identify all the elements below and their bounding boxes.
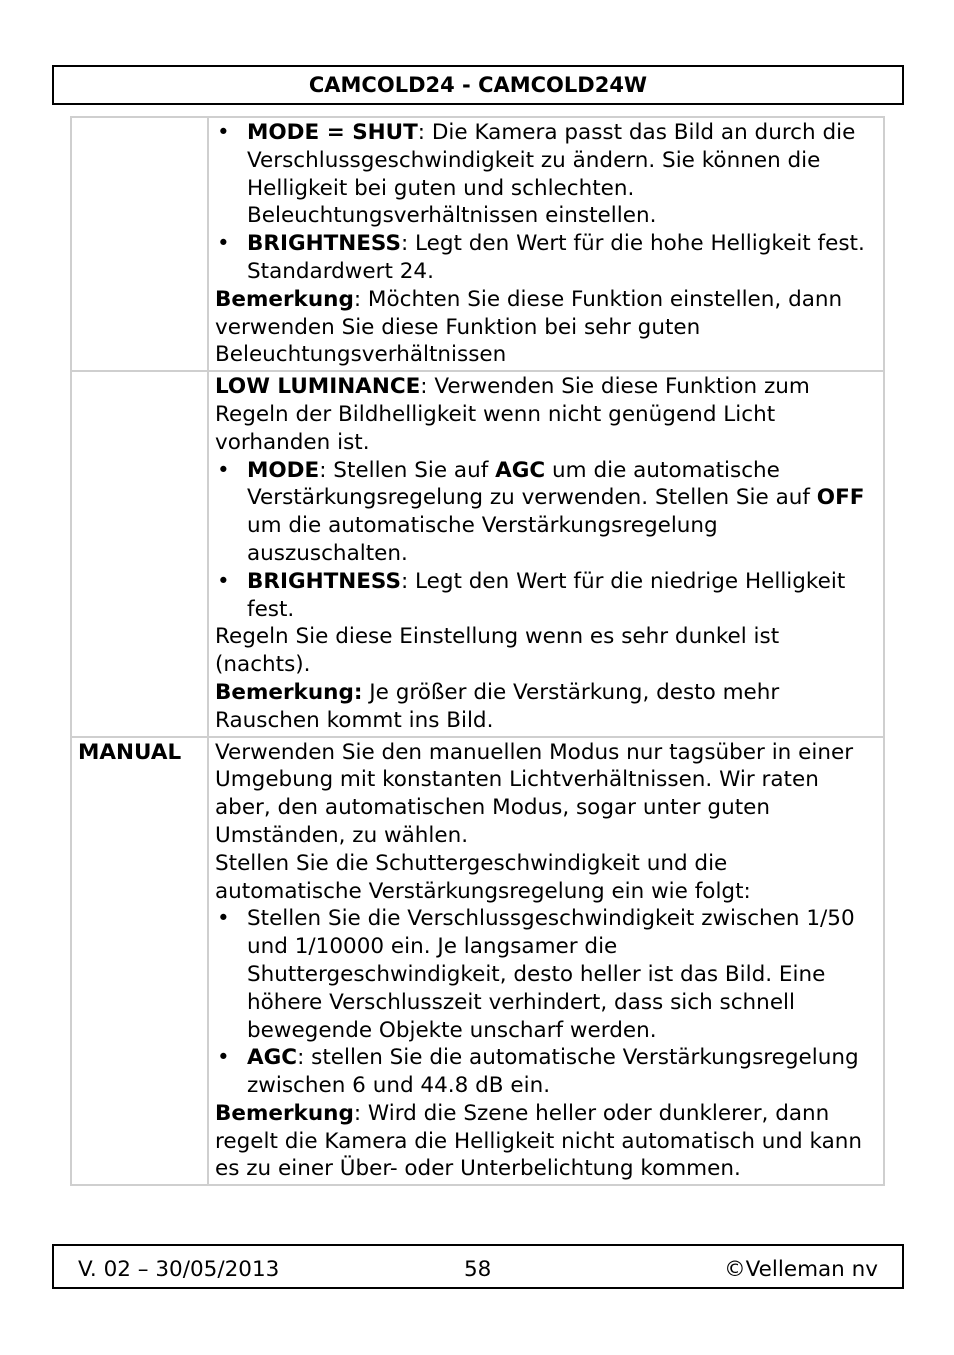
- intro-key: LOW LUMINANCE: [215, 374, 421, 400]
- item-key: MODE: [247, 457, 320, 483]
- row-content: [208, 117, 884, 371]
- item-key: BRIGHTNESS: [247, 231, 401, 257]
- page-header: [52, 65, 904, 105]
- note: [215, 679, 877, 735]
- table-row: [71, 737, 884, 1186]
- page-number: 58: [464, 1257, 492, 1282]
- item-text: : Legt den Wert für die niedrige Helligkeit fest.: [247, 568, 846, 622]
- item-text: : Legt den Wert für die hohe Helligkeit fest. Standardwert 24.: [247, 231, 865, 284]
- item-text: um die automatische Verstärkungsregelung zu verwenden. Stellen Sie auf: [247, 457, 817, 511]
- note-key: Bemerkung: [215, 286, 354, 312]
- note-text: : Wird die Szene heller oder dunklerer, dann regelt die Kamera die Helligkeit nicht automatisch und kann es zu einer Über- oder Unterbelichtung kommen.: [215, 1100, 863, 1182]
- table-row: [71, 371, 884, 736]
- list-item: [247, 119, 877, 230]
- item-text: : Stellen Sie auf: [319, 457, 496, 483]
- item-text: : Die Kamera passt das Bild an durch die Verschlussgeschwindigkeit zu ändern. Sie können die Helligkeit bei guten und schlechten. Beleuchtungsverhältnissen einstellen.: [247, 120, 856, 229]
- page-footer: [52, 1244, 904, 1289]
- list-item: [247, 568, 877, 624]
- row-content: [208, 371, 884, 736]
- item-keyword: OFF: [816, 485, 865, 511]
- row-label: MANUAL: [71, 737, 208, 1186]
- row-label: [71, 117, 208, 371]
- note: [215, 286, 877, 369]
- list-item: [247, 230, 877, 286]
- header-title: CAMCOLD24 - CAMCOLD24W: [308, 73, 648, 97]
- item-key: AGC: [247, 1045, 298, 1071]
- item-text: : stellen Sie die automatische Verstärkungsregelung zwischen 6 und 44.8 dB ein.: [247, 1045, 859, 1099]
- footer-copyright: ©Velleman nv: [724, 1257, 878, 1282]
- note: [215, 1100, 877, 1183]
- note-key: Bemerkung:: [215, 679, 363, 705]
- row-label: [71, 371, 208, 736]
- row-content: [208, 737, 884, 1186]
- note-text: Je größer die Verstärkung, desto mehr Rauschen kommt ins Bild.: [215, 679, 780, 733]
- list-item: [247, 1044, 877, 1100]
- intro: [215, 373, 877, 456]
- table-row: [71, 117, 884, 371]
- item-text: um die automatische Verstärkungsregelung auszuschalten.: [247, 513, 718, 566]
- note-key: Bemerkung: [215, 1100, 354, 1126]
- list-item: [247, 905, 877, 1044]
- bullet-list: [215, 905, 877, 1100]
- paragraph: Stellen Sie die Schuttergeschwindigkeit und die automatische Verstärkungsregelung ein wie folgt:: [215, 850, 751, 904]
- list-item: [247, 457, 877, 568]
- item-key: MODE = SHUT: [247, 120, 418, 145]
- paragraph: Regeln Sie diese Einstellung wenn es sehr dunkel ist (nachts).: [215, 624, 780, 678]
- item-text: Stellen Sie die Verschlussgeschwindigkeit zwischen 1/50 und 1/10000 ein. Je langsamer die Shuttergeschwindigkeit, desto heller ist das Bild. Eine höhere Verschlusszeit verhindert, dass sich schnell bewegende Objekte unscharf werden.: [247, 906, 855, 1043]
- footer-version: V. 02 – 30/05/2013: [78, 1257, 280, 1282]
- intro-text: : Verwenden Sie diese Funktion zum Regeln der Bildhelligkeit wenn nicht genügend Licht vorhanden ist.: [215, 374, 810, 455]
- item-keyword: AGC: [495, 457, 546, 483]
- paragraph: Verwenden Sie den manuellen Modus nur tagsüber in einer Umgebung mit konstanten Lichtverhältnissen. Wir raten aber, den automatischen Modus, sogar unter guten Umständen, zu wählen.: [215, 739, 854, 848]
- note-text: : Möchten Sie diese Funktion einstellen, dann verwenden Sie diese Funktion bei sehr guten Beleuchtungsverhältnissen: [215, 286, 843, 368]
- bullet-list: [215, 457, 877, 624]
- settings-table: [70, 116, 885, 1186]
- bullet-list: [215, 119, 877, 286]
- item-key: BRIGHTNESS: [247, 568, 401, 594]
